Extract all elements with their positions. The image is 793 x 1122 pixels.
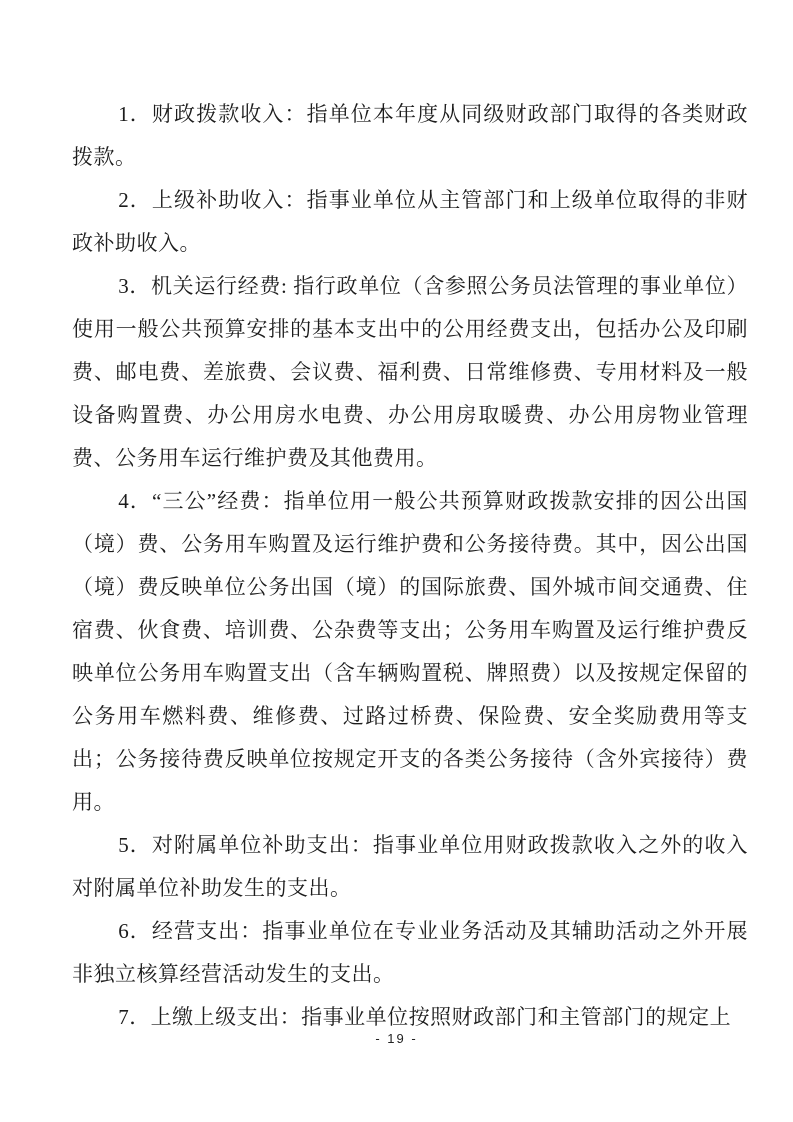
paragraph-superior-subsidy-income: 2．上级补助收入：指事业单位从主管部门和上级单位取得的非财政补助收入。 (72, 188, 748, 255)
paragraph-operating-expenditure: 6．经营支出：指事业单位在专业业务活动及其辅助活动之外开展非独立核算经营活动发生的支出。 (72, 919, 748, 986)
paragraph-subsidy-to-affiliated-units: 5．对附属单位补助支出：指事业单位用财政拨款收入之外的收入对附属单位补助发生的支出。 (72, 833, 748, 900)
paragraph-three-public-expenses: 4．“三公”经费：指单位用一般公共预算财政拨款安排的因公出国（境）费、公务用车购置及运行维护费和公务接待费。其中，因公出国（境）费反映单位公务出国（境）的国际旅费、国外城市间交通费、住宿费、伙食费、培训费、公杂费等支出；公务用车购置及运行维护费反映单位公务用车购置支出（含车辆购置税、牌照费）以及按规定保留的公务用车燃料费、维修费、过路过桥费、保险费、安全奖励费用等支出；公务接待费反映单位按规定开支的各类公务接待（含外宾接待）费用。 (72, 489, 748, 814)
paragraph-fiscal-appropriation-income: 1．财政拨款收入：指单位本年度从同级财政部门取得的各类财政拨款。 (72, 102, 748, 169)
document-body (72, 93, 748, 1039)
page-number: - 19 - (375, 1031, 418, 1046)
paragraph-agency-operating-expenses: 3．机关运行经费: 指行政单位（含参照公务员法管理的事业单位）使用一般公共预算安排的基本支出中的公用经费支出，包括办公及印刷费、邮电费、差旅费、会议费、福利费、日常维修费、专用材料及一般设备购置费、办公用房水电费、办公用房取暖费、办公用房物业管理费、公务用车运行维护费及其他费用。 (72, 274, 748, 470)
paragraph-payment-to-superior: 7．上缴上级支出：指事业单位按照财政部门和主管部门的规定上 (118, 1005, 732, 1029)
